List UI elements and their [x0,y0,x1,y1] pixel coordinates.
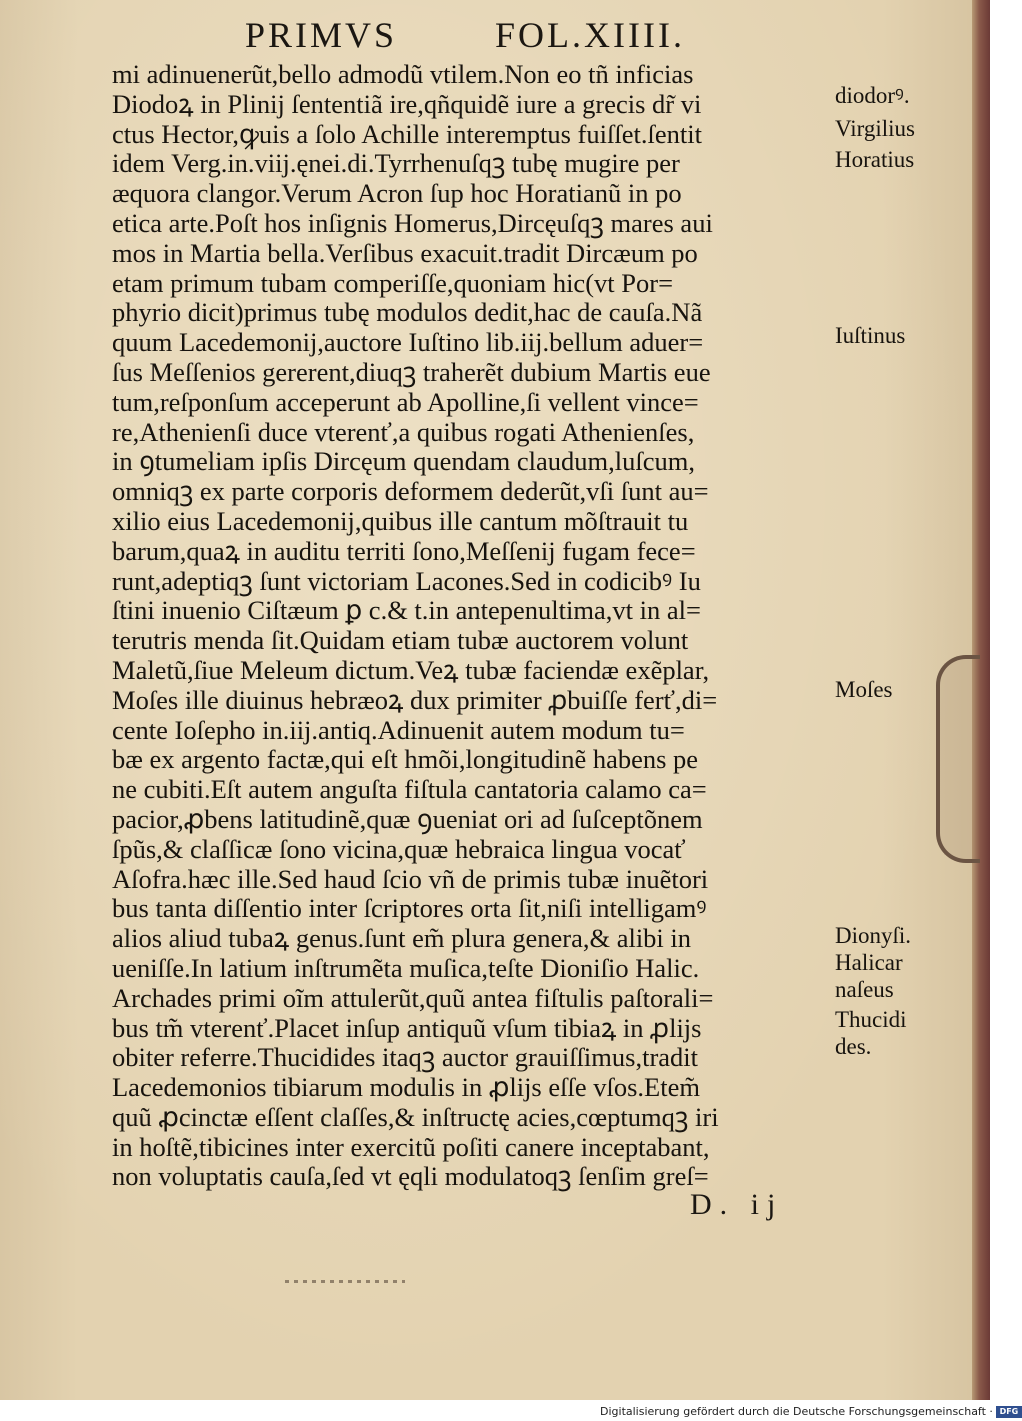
marginal-note-iustinus: Iuſtinus [835,323,906,348]
dfg-logo-icon: DFG [996,1406,1022,1418]
text-line: quũ ꝓcinctæ eſſent claſſes,& inſtructę acies,cœptumqꝫ iri [112,1101,719,1132]
marginal-note-thucidides: Thucidi des. [835,1007,907,1059]
text-line: terutris menda ſit.Quidam etiam tubæ auctorem volunt [112,625,689,656]
text-line: bæ ex argento factæ,qui eſt hmõi,longitudinẽ habens pe [112,744,699,775]
text-line: ſpũs,& claſſicæ ſono vicina,quæ hebraica lingua vocať [112,833,686,864]
text-line: Aſofra.hæc ille.Sed haud ſcio vñ de primis tubæ inuẽtori [112,863,709,894]
ink-smudge [285,1280,405,1283]
text-line: idem Verg.in.viij.ęnei.di.Tyrrhenuſqꝫ tubę mugire per [112,148,680,179]
running-header [245,14,685,64]
text-line: ne cubiti.Eſt autem anguſta fiſtula cantatoria calamo ca= [112,774,707,805]
signature-mark: D. ij [690,1188,784,1221]
text-line: mos in Martia bella.Verſibus exacuit.tradit Dircæum po [112,237,698,268]
text-line: tum,reſponſum acceperunt ab Apolline,ſi vellent vince= [112,386,699,417]
main-text-block [112,60,832,1192]
text-line: phyrio dicit)primus tubę modulos dedit,hac de cauſa.Nã [112,297,703,328]
text-line: cente Ioſepho in.iij.antiq.Adinuenit autem modum tu= [112,714,685,745]
header-left: PRIMVS [245,15,398,55]
marginal-note-dionysius: Dionyſi. Halicar naſeus [835,923,912,1002]
text-line: Diodoꝝ in Plinij ſententiã ire,qñquidẽ iure a grecis dr̃ vi [112,88,702,119]
text-line: non voluptatis cauſa,ſed vt ęqli modulatoqꝫ ſenſim greſ= [112,1161,709,1192]
text-line: Moſes ille diuinus hebræoꝝ dux primiter ꝓbuiſſe ferť,di= [112,684,718,715]
text-line: alios aliud tubaꝝ genus.ſunt em̃ plura genera,& alibi in [112,923,692,954]
text-line: obiter referre.Thucidides itaqꝫ auctor grauiſſimus,tradit [112,1042,699,1073]
text-line: pacior,ꝓbens latitudinẽ,quæ ꝯueniat ori ad ſuſceptõnem [112,803,703,834]
marginal-note-virgilius: Virgilius [835,116,915,141]
text-line: ueniſſe.In latium inſtrumẽta muſica,teſte Dioniſio Halic. [112,952,700,983]
text-line: etam primum tubam comperiſſe,quoniam hic(vt Por= [112,267,674,298]
text-line: in ꝯtumeliam ipſis Dircęum quendam claudum,luſcum, [112,446,695,477]
footer-text: Digitalisierung gefördert durch die Deutsche Forschungsgemeinschaft · [600,1405,993,1418]
text-line: Lacedemonios tibiarum modulis in ꝓlijs eſſe vſos.Etem̃ [112,1072,700,1103]
folio-number: FOL.XIIII. [495,15,685,55]
text-line: quum Lacedemonij,auctore Iuſtino lib.iij.bellum aduer= [112,327,704,358]
text-line: bus tm̃ vterenť.Placet inſup antiquũ vſum tibiaꝝ in ꝓlijs [112,1012,702,1043]
text-line: mi adinuenerũt,bello admodũ vtilem.Non eo tñ inficias [112,59,694,89]
text-line: xilio eius Lacedemonij,quibus ille cantum mõſtrauit tu [112,505,689,536]
text-line: in hoſtẽ,tibicines inter exercitũ poſiti canere inceptabant, [112,1131,710,1162]
text-line: etica arte.Poſt hos inſignis Homerus,Dircęuſqꝫ mares aui [112,207,713,238]
text-line: Archades primi oĩm attulerũt,quũ antea fiſtulis paſtorali= [112,982,714,1013]
text-line: runt,adeptiqꝫ ſunt victoriam Lacones.Sed in codicibꝰ Iu [112,565,701,596]
marginal-note-horatius: Horatius [835,147,915,172]
text-line: æquora clangor.Verum Acron ſup hoc Horatianũ in po [112,178,682,209]
text-line: barum,quaꝝ in auditu territi ſono,Meſſenij fugam fece= [112,535,696,566]
marginal-note-diodorus: diodorꝰ. [835,83,910,108]
footer-attribution [600,1402,1019,1421]
text-line: ſtini inuenio Ciſtæum ꝑ c.& t.in antepenultima,vt in al= [112,595,701,626]
text-line: omniqꝫ ex parte corporis deformem dederũt,vſi ſunt au= [112,476,709,507]
text-line: ctus Hector,ꝙuis a ſolo Achille interemptus fuiſſet.ſentit [112,118,702,149]
text-line: ſus Meſſenios gererent,diuqꝫ traherẽt dubium Martis eue [112,356,711,387]
text-line: re,Athenienſi duce vterenť,a quibus rogati Athenienſes, [112,416,695,447]
marginal-note-moses: Moſes [835,677,893,702]
text-line: Maletũ,ſiue Meleum dictum.Veꝝ tubæ faciendæ exẽplar, [112,654,710,685]
text-line: bus tanta diſſentio inter ſcriptores orta ſit,niſi intelligamꝰ [112,893,707,924]
